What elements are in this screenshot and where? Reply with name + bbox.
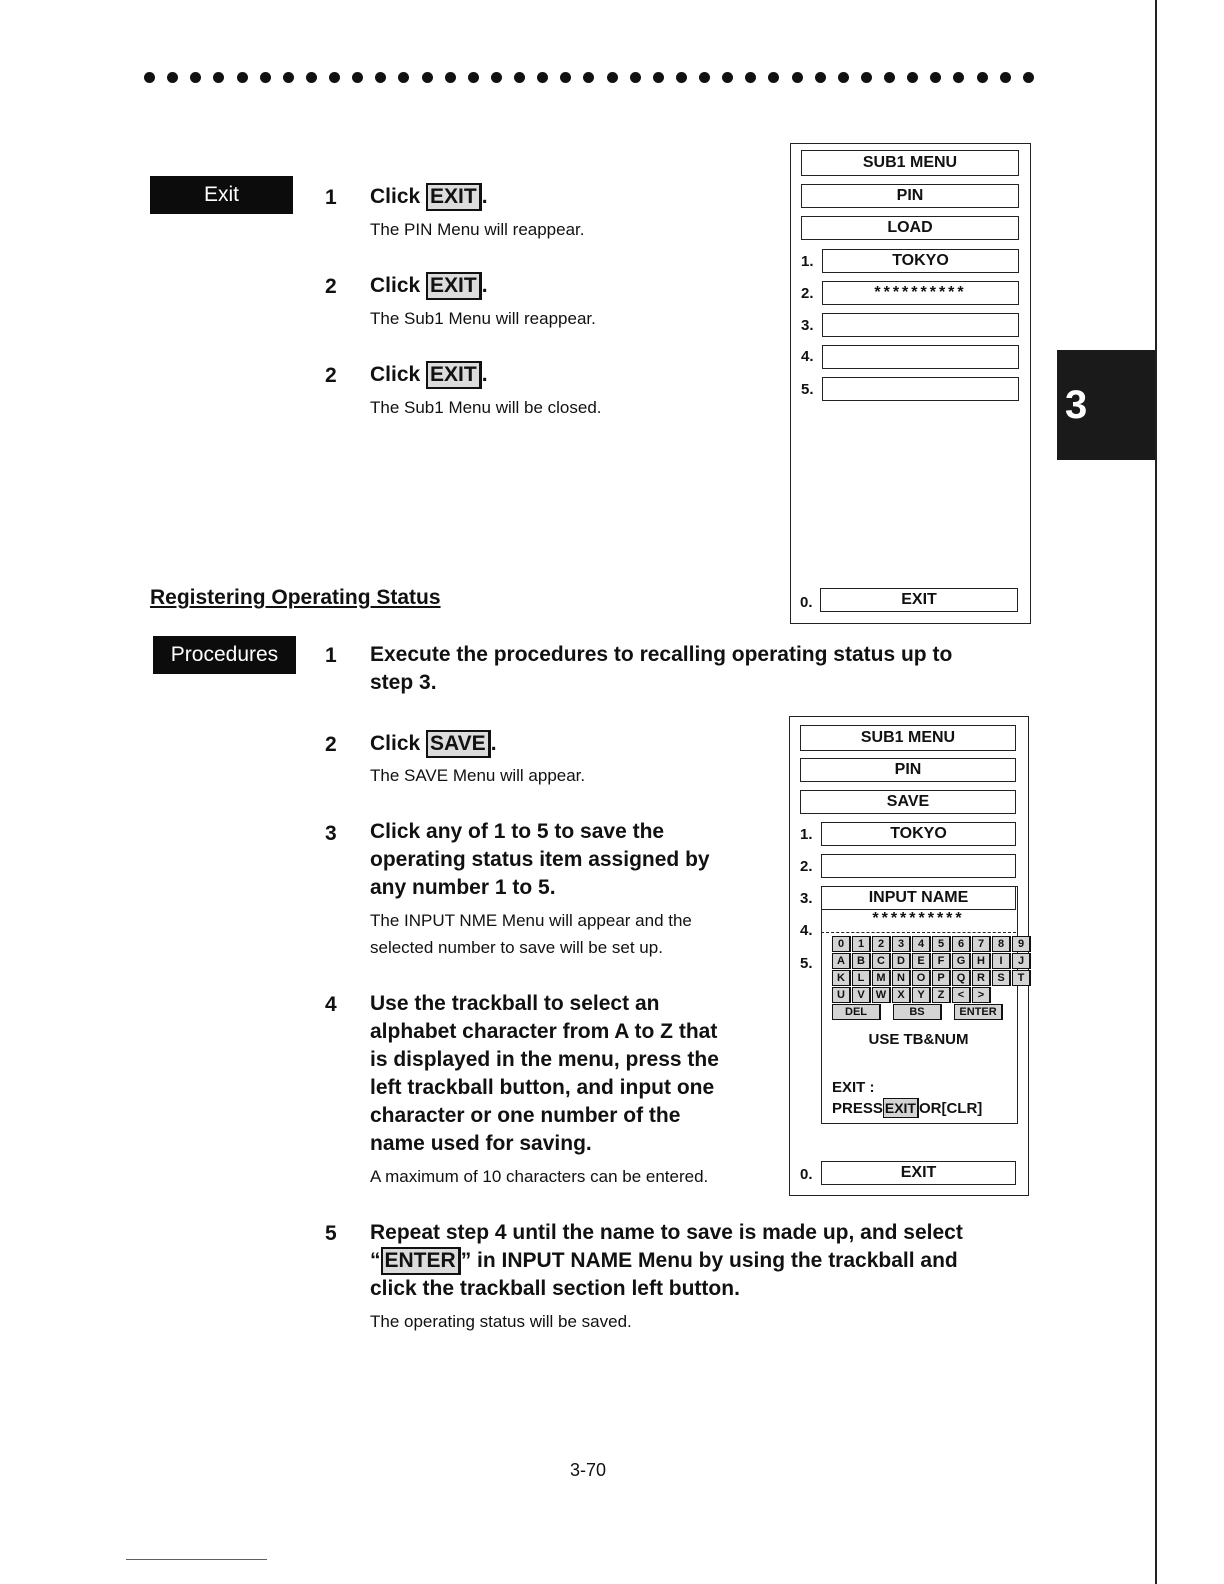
header-dot: [977, 72, 988, 83]
step-number: 2: [325, 364, 337, 387]
exit-key: EXIT: [426, 183, 482, 211]
row-label: 1.: [801, 253, 814, 270]
exit-field: EXIT: [820, 588, 1018, 612]
header-dot: [144, 72, 155, 83]
period: .: [490, 732, 497, 755]
exit-label-box: Exit: [150, 176, 293, 214]
step-line: left trackball button, and input one: [370, 1076, 715, 1099]
input-name-value: **********: [821, 910, 1016, 933]
header-dot: [699, 72, 710, 83]
step-description: The PIN Menu will reappear.: [370, 220, 585, 239]
row-label: 4.: [801, 348, 814, 365]
step-description: [370, 907, 692, 961]
keyboard-key[interactable]: DEL: [832, 1004, 881, 1020]
keyboard-key[interactable]: X: [892, 987, 911, 1003]
keyboard-key[interactable]: BS: [893, 1004, 942, 1020]
header-dot-rule: [144, 72, 1034, 83]
header-dot: [653, 72, 664, 83]
header-dot: [792, 72, 803, 83]
step-line: Repeat step 4 until the name to save is made up, and select: [370, 1221, 963, 1244]
header-dot: [283, 72, 294, 83]
row-label: 0.: [800, 594, 813, 611]
keyboard-key[interactable]: M: [872, 970, 891, 986]
row-label: 3.: [801, 317, 814, 334]
slot-field: TOKYO: [822, 249, 1019, 273]
keyboard-key[interactable]: 4: [912, 936, 931, 952]
step-number: 1: [325, 644, 337, 667]
header-dot: [768, 72, 779, 83]
step-line: Use the trackball to select an: [370, 992, 660, 1015]
keyboard-key[interactable]: Y: [912, 987, 931, 1003]
step-line: operating status item assigned by: [370, 848, 710, 871]
header-dot: [676, 72, 687, 83]
keyboard-row-u-z: [832, 987, 1031, 1003]
step-line: any number 1 to 5.: [370, 876, 556, 899]
exit-field: EXIT: [821, 1161, 1016, 1185]
header-dot: [815, 72, 826, 83]
step-line-rest: ” in INPUT NAME Menu by using the trackball and: [460, 1249, 958, 1272]
procedures-label-box: Procedures: [153, 636, 296, 674]
keyboard-key[interactable]: G: [952, 953, 971, 969]
exit-hint-key: EXIT: [883, 1098, 919, 1118]
step-line: Click any of 1 to 5 to save the: [370, 820, 665, 843]
step-line: character or one number of the: [370, 1104, 681, 1127]
save-key: SAVE: [426, 730, 491, 758]
header-dot: [930, 72, 941, 83]
keyboard-key[interactable]: P: [932, 970, 951, 986]
keyboard-key[interactable]: ENTER: [954, 1004, 1003, 1020]
step-number: 2: [325, 275, 337, 298]
step-title: [370, 641, 952, 697]
step-title: [370, 818, 710, 902]
desc-line: The INPUT NME Menu will appear and the: [370, 911, 692, 930]
exit-hint-line: EXIT :: [832, 1079, 875, 1096]
slot-field: [822, 377, 1019, 401]
menu-title: SUB1 MENU: [801, 150, 1019, 176]
right-margin-rule: [1155, 0, 1157, 1584]
keyboard-key[interactable]: W: [872, 987, 891, 1003]
keyboard-key[interactable]: F: [932, 953, 951, 969]
header-dot: [237, 72, 248, 83]
period: .: [481, 274, 488, 297]
keyboard-key[interactable]: N: [892, 970, 911, 986]
header-dot: [306, 72, 317, 83]
row-label: 2.: [801, 285, 814, 302]
exit-key: EXIT: [426, 361, 482, 389]
row-label: 3.: [800, 890, 813, 907]
step-line: Execute the procedures to recalling operating status up to: [370, 643, 953, 666]
row-label: 5.: [801, 381, 814, 398]
footer-line: [126, 1559, 267, 1560]
keyboard-key[interactable]: 3: [892, 936, 911, 952]
header-dot: [167, 72, 178, 83]
step-title: [370, 730, 497, 758]
row-label: 0.: [800, 1166, 813, 1183]
keyboard-key[interactable]: <: [952, 987, 971, 1003]
keyboard-row-a-j: [832, 953, 1031, 969]
click-word: Click: [370, 732, 421, 755]
keyboard-key[interactable]: 1: [852, 936, 871, 952]
keyboard-key[interactable]: O: [912, 970, 931, 986]
header-dot: [422, 72, 433, 83]
header-dot: [375, 72, 386, 83]
step-description: The SAVE Menu will appear.: [370, 766, 586, 785]
row-label: 1.: [800, 826, 813, 843]
step-description: A maximum of 10 characters can be entered.: [370, 1167, 709, 1186]
hint-text: USE TB&NUM: [868, 1031, 969, 1048]
header-dot: [537, 72, 548, 83]
step-line: step 3.: [370, 671, 437, 694]
quote-open: “: [370, 1249, 381, 1272]
keyboard-key[interactable]: D: [892, 953, 911, 969]
step-number: 4: [325, 993, 337, 1016]
slot-field: **********: [822, 281, 1019, 305]
section-heading: Registering Operating Status: [150, 586, 441, 609]
keyboard-key[interactable]: 7: [972, 936, 991, 952]
keyboard-key[interactable]: U: [832, 987, 851, 1003]
keyboard-row-k-t: [832, 970, 1031, 986]
keyboard-key[interactable]: I: [992, 953, 1011, 969]
keyboard-key[interactable]: 8: [992, 936, 1011, 952]
keyboard-key[interactable]: 5: [932, 936, 951, 952]
page-number: 3-70: [570, 1460, 607, 1480]
step-number: 3: [325, 822, 337, 845]
header-dot: [583, 72, 594, 83]
step-line: name used for saving.: [370, 1132, 592, 1155]
header-dot: [445, 72, 456, 83]
header-dot: [722, 72, 733, 83]
character-keyboard: [832, 936, 1031, 1021]
step-description: The operating status will be saved.: [370, 1312, 632, 1331]
keyboard-key[interactable]: R: [972, 970, 991, 986]
header-dot: [1000, 72, 1011, 83]
header-dot: [491, 72, 502, 83]
step-title: [370, 183, 488, 211]
header-dot: [213, 72, 224, 83]
click-word: Click: [370, 185, 421, 208]
chapter-tab: 3: [1057, 350, 1155, 460]
step-title: [370, 272, 488, 300]
enter-key: ENTER: [381, 1247, 461, 1275]
exit-hint-line: [832, 1098, 982, 1118]
keyboard-key[interactable]: J: [1012, 953, 1031, 969]
step-line: [370, 1247, 963, 1275]
period: .: [481, 363, 488, 386]
header-dot: [907, 72, 918, 83]
header-dot: [398, 72, 409, 83]
header-dot: [329, 72, 340, 83]
keyboard-key[interactable]: S: [992, 970, 1011, 986]
click-word: Click: [370, 274, 421, 297]
slot-field: [822, 313, 1019, 337]
save-field: SAVE: [800, 790, 1016, 814]
header-dot: [468, 72, 479, 83]
step-title: [370, 1219, 963, 1303]
step-number: 5: [325, 1222, 337, 1245]
header-dot: [745, 72, 756, 83]
step-line: is displayed in the menu, press the: [370, 1048, 719, 1071]
pin-field: PIN: [800, 758, 1016, 782]
step-line: click the trackball section left button.: [370, 1277, 740, 1300]
keyboard-key[interactable]: V: [852, 987, 871, 1003]
step-title: [370, 990, 719, 1158]
header-dot: [953, 72, 964, 83]
period: .: [481, 185, 488, 208]
click-word: Click: [370, 363, 421, 386]
header-dot: [190, 72, 201, 83]
keyboard-row-digits: [832, 936, 1031, 952]
keyboard-key[interactable]: K: [832, 970, 851, 986]
keyboard-key[interactable]: 0: [832, 936, 851, 952]
keyboard-key[interactable]: >: [972, 987, 991, 1003]
step-line: alphabet character from A to Z that: [370, 1020, 718, 1043]
header-dot: [560, 72, 571, 83]
step-description: The Sub1 Menu will be closed.: [370, 398, 602, 417]
slot-field: [821, 854, 1016, 878]
keyboard-row-controls: [832, 1004, 1031, 1020]
header-dot: [607, 72, 618, 83]
header-dot: [884, 72, 895, 83]
header-dot: [1023, 72, 1034, 83]
keyboard-key[interactable]: B: [852, 953, 871, 969]
keyboard-key[interactable]: E: [912, 953, 931, 969]
header-dot: [861, 72, 872, 83]
slot-field: [822, 345, 1019, 369]
keyboard-key[interactable]: T: [1012, 970, 1031, 986]
step-title: [370, 361, 488, 389]
keyboard-key[interactable]: 6: [952, 936, 971, 952]
step-description: The Sub1 Menu will reappear.: [370, 309, 596, 328]
header-dot: [838, 72, 849, 83]
pin-field: PIN: [801, 184, 1019, 208]
exit-hint-press: PRESS: [832, 1100, 883, 1117]
header-dot: [260, 72, 271, 83]
exit-key: EXIT: [426, 272, 482, 300]
header-dot: [514, 72, 525, 83]
exit-hint-rest: OR[CLR]: [918, 1100, 983, 1117]
keyboard-key[interactable]: L: [852, 970, 871, 986]
keyboard-key[interactable]: C: [872, 953, 891, 969]
keyboard-key[interactable]: 2: [872, 936, 891, 952]
keyboard-key[interactable]: Q: [952, 970, 971, 986]
step-number: 1: [325, 186, 337, 209]
step-number: 2: [325, 733, 337, 756]
row-label: 2.: [800, 858, 813, 875]
row-label: 4.: [800, 922, 813, 939]
input-name-title: INPUT NAME: [821, 886, 1016, 910]
load-field: LOAD: [801, 216, 1019, 240]
menu-title: SUB1 MENU: [800, 725, 1016, 751]
keyboard-key[interactable]: H: [972, 953, 991, 969]
keyboard-key[interactable]: A: [832, 953, 851, 969]
header-dot: [352, 72, 363, 83]
keyboard-key[interactable]: Z: [932, 987, 951, 1003]
row-label: 5.: [800, 955, 813, 972]
header-dot: [630, 72, 641, 83]
slot-field: TOKYO: [821, 822, 1016, 846]
keyboard-key[interactable]: 9: [1012, 936, 1031, 952]
desc-line: selected number to save will be set up.: [370, 938, 663, 957]
